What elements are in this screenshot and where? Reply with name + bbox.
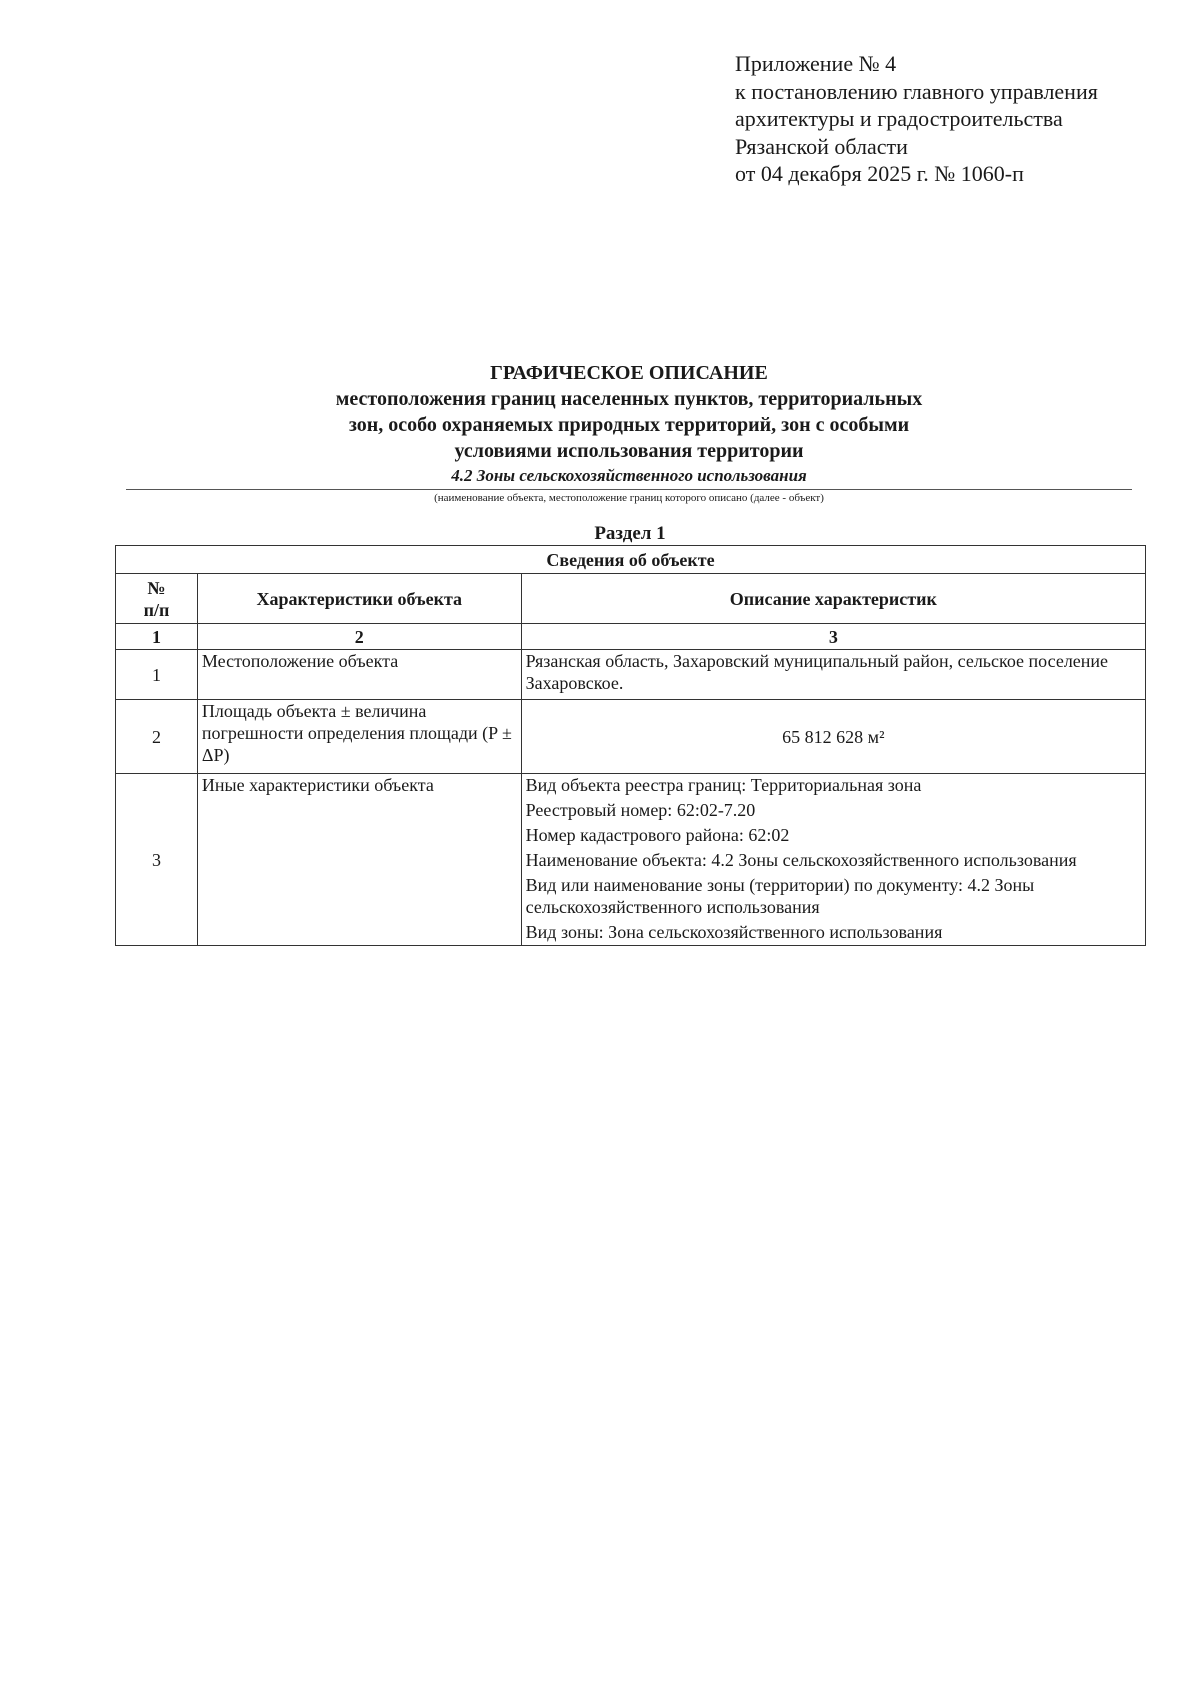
header-num: № п/п <box>116 574 198 624</box>
object-underline <box>126 489 1132 490</box>
document-title: ГРАФИЧЕСКОЕ ОПИСАНИЕ <box>490 362 768 384</box>
row-description: 65 812 628 м² <box>521 700 1145 774</box>
header-description: Описание характеристик <box>521 574 1145 624</box>
description-line: Вид объекта реестра границ: Территориальная зона <box>525 775 922 795</box>
section-title: Раздел 1 <box>594 523 666 544</box>
row-number: 3 <box>116 774 198 946</box>
document-title-block <box>126 360 1132 505</box>
appendix-line: архитектуры и градостроительства <box>735 106 1063 131</box>
row-characteristic: Площадь объекта ± величина погрешности определения площади (P ± ΔP) <box>197 700 521 774</box>
row-number: 1 <box>116 650 198 700</box>
description-line: Реестровый номер: 62:02-7.20 <box>525 800 756 820</box>
column-number: 1 <box>116 624 198 650</box>
row-characteristic: Иные характеристики объекта <box>197 774 521 946</box>
appendix-line: к постановлению главного управления <box>735 78 1098 104</box>
appendix-block <box>735 50 1098 188</box>
row-description: Рязанская область, Захаровский муниципальный район, сельское поселение Захаровское. <box>521 650 1145 700</box>
document-subtitle-line: зон, особо охраняемых природных территорий, зон с особыми <box>348 414 910 436</box>
row-characteristic: Местоположение объекта <box>197 650 521 700</box>
row-number: 2 <box>116 700 198 774</box>
appendix-line: Рязанской области <box>735 133 908 159</box>
column-number: 3 <box>521 624 1145 650</box>
appendix-line: Приложение № 4 <box>735 51 897 76</box>
table-caption: Сведения об объекте <box>116 546 1146 574</box>
description-line: Вид или наименование зоны (территории) по документу: 4.2 Зоны сельскохозяйственного использования <box>525 875 1035 917</box>
description-line: Наименование объекта: 4.2 Зоны сельскохозяйственного использования <box>525 850 1077 870</box>
object-info-table <box>115 545 1146 946</box>
column-number: 2 <box>197 624 521 650</box>
row-description <box>521 774 1145 946</box>
description-line: Номер кадастрового района: 62:02 <box>525 825 790 845</box>
table-row <box>116 774 1146 946</box>
table-row <box>116 700 1146 774</box>
table-row <box>116 650 1146 700</box>
document-subtitle-line: местоположения границ населенных пунктов, территориальных <box>335 388 923 410</box>
object-note: (наименование объекта, местоположение границ которого описано (далее - объект) <box>434 492 824 504</box>
appendix-line: от 04 декабря 2025 г. № 1060-п <box>735 161 1024 186</box>
document-subtitle-line: условиями использования территории <box>454 440 804 462</box>
description-line: Вид зоны: Зона сельскохозяйственного использования <box>525 922 943 942</box>
object-name: 4.2 Зоны сельскохозяйственного использования <box>451 466 807 485</box>
header-characteristic: Характеристики объекта <box>197 574 521 624</box>
